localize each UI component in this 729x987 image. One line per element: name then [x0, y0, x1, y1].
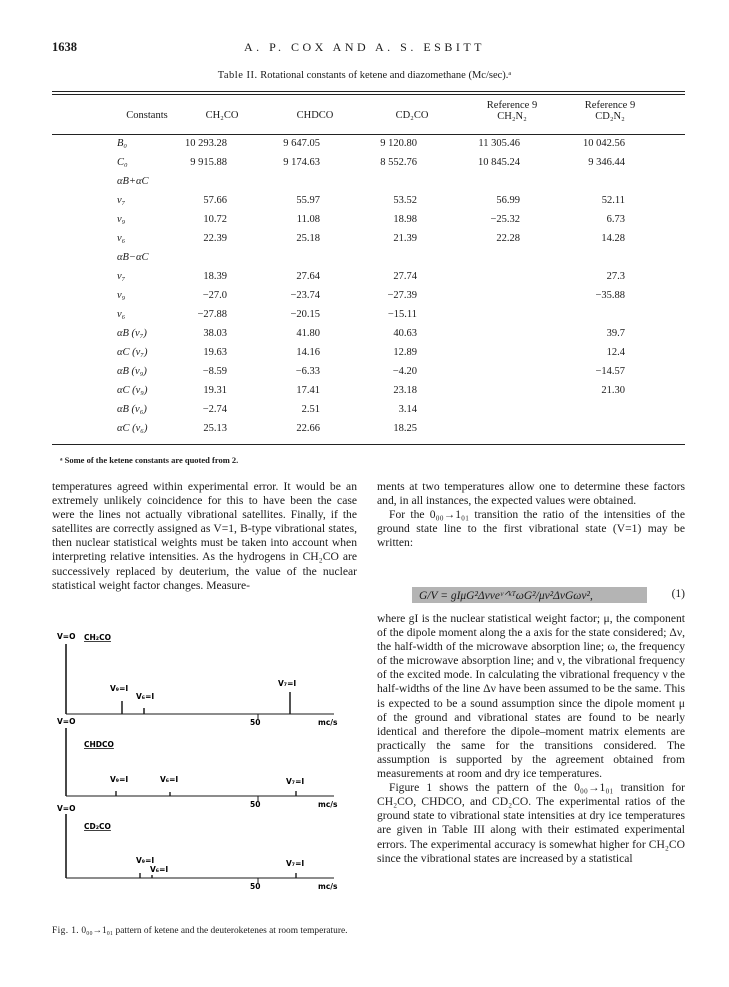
cell-cd2co: 27.74: [393, 271, 417, 282]
col-header-ref-ch2n2-line2: CH₂N₂: [497, 111, 527, 122]
cell-ch2co: 25.13: [203, 423, 227, 434]
right-column-top: [377, 480, 685, 550]
table-row: [52, 385, 685, 404]
cell-constant: αB−αC: [117, 252, 149, 263]
cell-ch2n2: 56.99: [496, 195, 520, 206]
equation-1: [377, 588, 685, 604]
running-header-authors: A. P. COX AND A. S. ESBITT: [243, 40, 486, 54]
cell-cd2co: 12.89: [393, 347, 417, 358]
table-header-rule: [52, 134, 685, 135]
cell-cd2co: 9 120.80: [380, 138, 417, 149]
cell-constant: B₀: [117, 138, 128, 149]
table-row: [52, 214, 685, 233]
table-row: [52, 138, 685, 157]
cell-constant: ν₇: [117, 195, 126, 206]
table-caption-label: Table II.: [217, 70, 258, 81]
table-row: [52, 309, 685, 328]
paragraph: ments at two temperatures allow one to determine these factors and, in all instances, the expected values were obtained.: [377, 480, 685, 508]
cell-constant: ν₇: [117, 271, 126, 282]
cell-chdco: 9 647.05: [283, 138, 320, 149]
table-row: [52, 233, 685, 252]
label-v9: V₉=I: [136, 856, 155, 865]
label-tick-50: 50: [250, 882, 261, 891]
col-header-constants: Constants: [126, 110, 168, 121]
label-v9: V₉=I: [110, 775, 129, 784]
cell-cd2n2: −35.88: [595, 290, 625, 301]
cell-ch2co: −2.74: [202, 404, 227, 415]
page-number: 1638: [52, 40, 77, 54]
label-molecule: CD₂CO: [84, 822, 111, 831]
table-header: [52, 98, 685, 132]
col-header-ch2co: CH₂CO: [205, 110, 239, 121]
col-header-ref-cd2n2-line2: CD₂N₂: [595, 111, 625, 122]
table-row: [52, 328, 685, 347]
label-v0: V=O: [57, 804, 76, 813]
cell-cd2n2: 6.73: [606, 214, 625, 225]
cell-cd2n2: −14.57: [595, 366, 625, 377]
cell-cd2co: −27.39: [387, 290, 417, 301]
table-row: [52, 176, 685, 195]
cell-cd2n2: 39.7: [606, 328, 625, 339]
table-row: [52, 290, 685, 309]
cell-chdco: 22.66: [296, 423, 320, 434]
table-row: [52, 404, 685, 423]
cell-constant: αB (ν₇): [117, 328, 147, 339]
cell-ch2n2: 22.28: [496, 233, 520, 244]
cell-constant: αB+αC: [117, 176, 149, 187]
cell-chdco: 55.97: [296, 195, 320, 206]
cell-ch2co: 9 915.88: [190, 157, 227, 168]
cell-cd2co: 3.14: [398, 404, 417, 415]
cell-ch2co: 19.31: [203, 385, 227, 396]
cell-ch2co: 19.63: [203, 347, 227, 358]
col-header-ref-ch2n2-line1: Reference 9: [486, 100, 538, 111]
label-molecule: CH₂CO: [84, 633, 111, 642]
cell-constant: ν₆: [117, 309, 126, 320]
label-v9: V₉=I: [110, 684, 129, 693]
table-caption-text: Rotational constants of ketene and diazomethane (Mc/sec).ᵃ: [260, 70, 512, 81]
label-v7: V₇=I: [286, 777, 305, 786]
equation-text: G/V = gIμG²ΔνveᵛᐟᵏᵀωG²/μv²ΔνGωv²,: [419, 590, 593, 602]
spectrum-panel-chdco: [57, 717, 338, 809]
label-tick-50: 50: [250, 718, 261, 727]
cell-constant: ν₉: [117, 214, 126, 225]
label-v6: V₆=I: [136, 692, 155, 701]
cell-cd2co: 18.98: [393, 214, 417, 225]
table-row: [52, 157, 685, 176]
cell-cd2co: 40.63: [393, 328, 417, 339]
col-header-ref-ch2n2: [472, 100, 552, 122]
cell-cd2n2: 9 346.44: [588, 157, 625, 168]
cell-ch2co: 22.39: [203, 233, 227, 244]
figure-caption: [52, 926, 359, 937]
cell-cd2co: −4.20: [392, 366, 417, 377]
cell-cd2co: 53.52: [393, 195, 417, 206]
table-top-rule-2: [52, 94, 685, 95]
cell-cd2n2: 27.3: [606, 271, 625, 282]
col-header-chdco: CHDCO: [296, 110, 334, 121]
table-row: [52, 347, 685, 366]
paragraph: For the 0₀₀→1₀₁ transition the ratio of the intensities of the ground state line to the first vibrational state (V=1) may be written:: [377, 508, 685, 550]
paragraph: where gI is the nuclear statistical weight factor; μ, the component of the dipole moment along the a axis for the state considered; Δν, the half-width of the microwave absorption line; ω, the frequency of the microwave absorption line; and ν, the vibrational frequency of the excited mode. In calculating the vibrational frequency ν the half-widths of the line Δν have been assumed to be the same. This is expected to be a sound assumption since the dipole moment μ of the ground and vibrational states are found to be nearly identical and therefore the dipole–moment matrix elements are practically the same for the transitions considered. The assumption is supported by the agreement obtained from measurements at room and dry ice temperatures.: [377, 612, 685, 781]
cell-cd2co: 18.25: [393, 423, 417, 434]
spectrum-panel-ch2co: [57, 632, 338, 727]
col-header-ref-cd2n2: [570, 100, 650, 122]
col-header-ref-cd2n2-line1: Reference 9: [584, 100, 636, 111]
table-row: [52, 366, 685, 385]
cell-chdco: −6.33: [295, 366, 320, 377]
table-top-rule: [52, 91, 685, 92]
paragraph: temperatures agreed within experimental error. It would be an extremely unlikely coincidence for this to have been the case were the lines not actually vibrational satellites. Finally, if the satellites are correctly assigned as V=1, B-type vibrational states, then nuclear statistical weights must be taken into account when interpreting relative intensities. As the hydrogens in CH₂CO are successively replaced by deuterium, the value of the nuclear statistical weight factor changes. Measure-: [52, 480, 357, 592]
cell-cd2n2: 14.28: [601, 233, 625, 244]
cell-cd2n2: 12.4: [606, 347, 625, 358]
table-bottom-rule: [52, 444, 685, 445]
label-tick-50: 50: [250, 800, 261, 809]
cell-cd2n2: 21.30: [601, 385, 625, 396]
label-v7: V₇=I: [286, 859, 305, 868]
cell-cd2co: 8 552.76: [380, 157, 417, 168]
label-v6: V₆=I: [160, 775, 179, 784]
cell-chdco: −20.15: [290, 309, 320, 320]
cell-chdco: 25.18: [296, 233, 320, 244]
cell-ch2n2: 10 845.24: [478, 157, 520, 168]
label-unit: mc/s: [318, 882, 338, 891]
cell-chdco: 27.64: [296, 271, 320, 282]
cell-ch2co: 10 293.28: [185, 138, 227, 149]
cell-chdco: 41.80: [296, 328, 320, 339]
cell-constant: αB (ν₉): [117, 366, 147, 377]
right-column-bottom: [377, 612, 685, 866]
label-v7: V₇=I: [278, 679, 297, 688]
table-caption: [0, 70, 729, 81]
cell-constant: ν₉: [117, 290, 126, 301]
cell-ch2n2: −25.32: [490, 214, 520, 225]
label-v0: V=O: [57, 632, 76, 641]
label-unit: mc/s: [318, 800, 338, 809]
cell-chdco: 9 174.63: [283, 157, 320, 168]
cell-constant: αC (ν₆): [117, 423, 148, 434]
cell-constant: C₀: [117, 157, 128, 168]
cell-constant: αC (ν₇): [117, 347, 148, 358]
col-header-cd2co: CD₂CO: [395, 110, 429, 121]
cell-chdco: 14.16: [296, 347, 320, 358]
cell-ch2co: −27.0: [202, 290, 227, 301]
cell-ch2co: 10.72: [203, 214, 227, 225]
cell-cd2co: 21.39: [393, 233, 417, 244]
spectrum-panel-cd2co: [57, 804, 338, 891]
table-footnote: ᵃ Some of the ketene constants are quoted from 2.: [60, 455, 239, 465]
table-row: [52, 195, 685, 214]
table-row: [52, 423, 685, 442]
equation-number: (1): [671, 588, 685, 600]
label-v6: V₆=I: [150, 865, 169, 874]
label-molecule: CHDCO: [84, 740, 114, 749]
cell-chdco: 11.08: [296, 214, 320, 225]
cell-cd2co: −15.11: [387, 309, 417, 320]
table-row: [52, 271, 685, 290]
cell-constant: αB (ν₆): [117, 404, 147, 415]
cell-ch2co: −8.59: [202, 366, 227, 377]
cell-chdco: 17.41: [296, 385, 320, 396]
figure-1-spectra: [52, 628, 362, 923]
cell-cd2co: 23.18: [393, 385, 417, 396]
cell-chdco: 2.51: [301, 404, 320, 415]
figure-caption-label: Fig. 1.: [52, 926, 80, 936]
cell-ch2n2: 11 305.46: [478, 138, 520, 149]
left-column: [52, 480, 357, 593]
paragraph: Figure 1 shows the pattern of the 0₀₀→1₀₁ transition for CH₂CO, CHDCO, and CD₂CO. The experimental ratios of the ground state to vibrational state intensities at dry ice temperatures are given in Table III along with their estimated experimental errors. The experimental accuracy is somewhat higher for CH₂CO since the vibrational states are increased by a statistical: [377, 781, 685, 865]
cell-ch2co: 38.03: [203, 328, 227, 339]
cell-ch2co: 18.39: [203, 271, 227, 282]
label-v0: V=O: [57, 717, 76, 726]
cell-chdco: −23.74: [290, 290, 320, 301]
cell-ch2co: −27.88: [197, 309, 227, 320]
cell-constant: αC (ν₉): [117, 385, 148, 396]
cell-ch2co: 57.66: [203, 195, 227, 206]
table-row: [52, 252, 685, 271]
cell-constant: ν₆: [117, 233, 126, 244]
cell-cd2n2: 52.11: [601, 195, 625, 206]
cell-cd2n2: 10 042.56: [583, 138, 625, 149]
label-unit: mc/s: [318, 718, 338, 727]
figure-caption-text: 0₀₀→1₀₁ pattern of ketene and the deuteroketenes at room temperature.: [81, 926, 348, 936]
